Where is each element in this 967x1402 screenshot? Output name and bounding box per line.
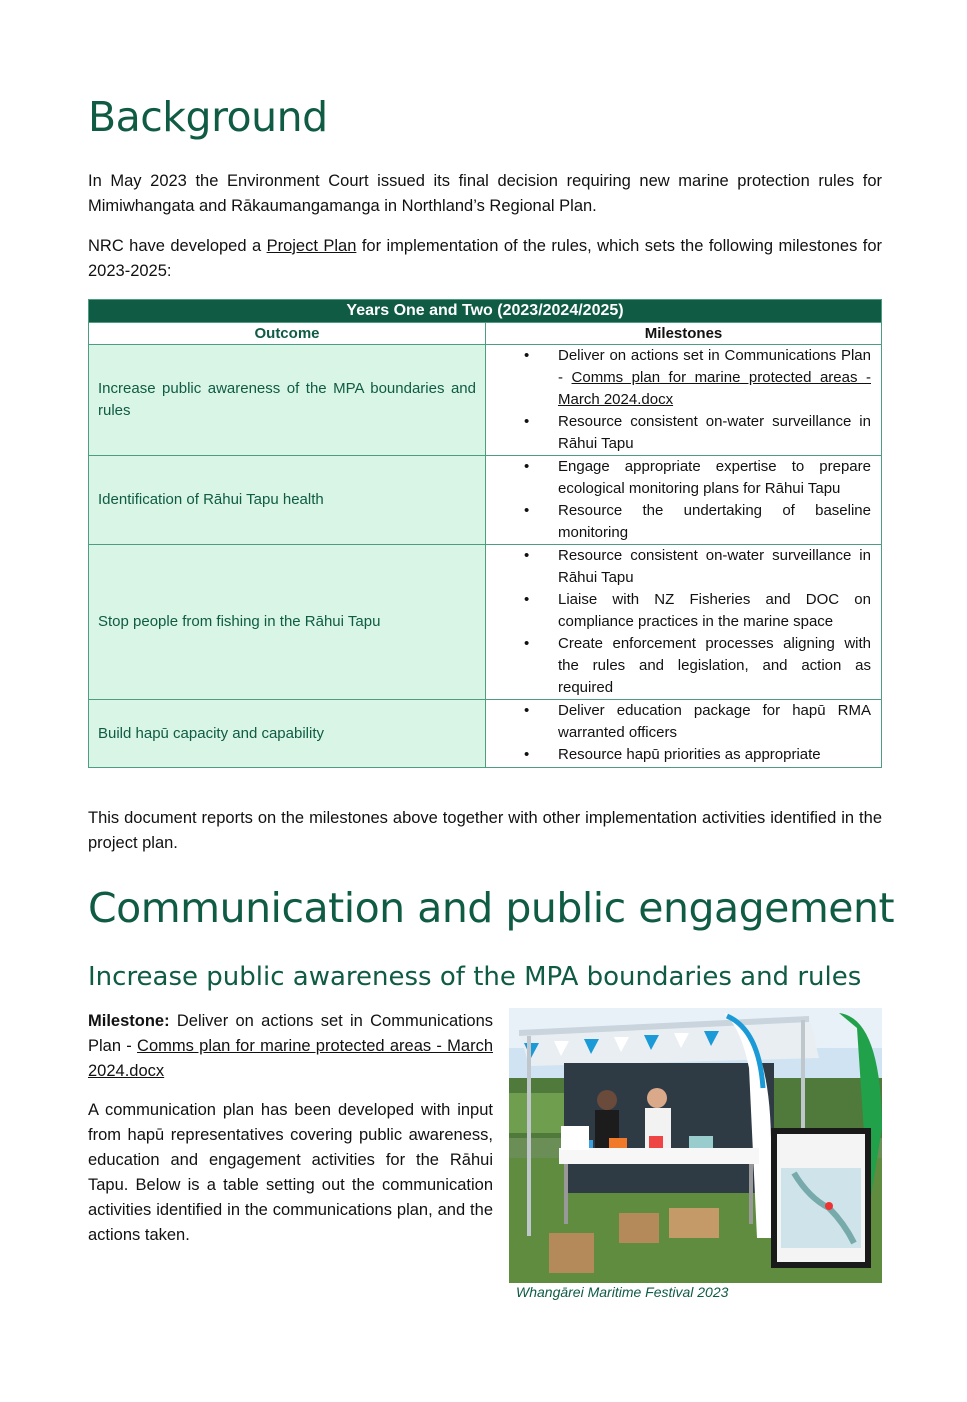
project-plan-link[interactable]: Project Plan [266,237,357,255]
table-row [89,456,882,545]
milestones-cell [486,545,882,700]
photo-caption: Whangārei Maritime Festival 2023 [516,1284,729,1300]
communication-heading: Communication and public engagement [88,884,895,932]
milestone-item: • Liaise with NZ Fisheries and DOC on compliance practices in the marine space [486,589,871,633]
comms-plan-link[interactable]: Comms plan for marine protected areas - March 2024.docx [558,369,871,408]
para2-text-a: NRC have developed a [88,237,267,255]
outcome-cell: Increase public awareness of the MPA boundaries and rules [89,345,486,456]
milestones-cell [486,700,882,768]
milestone-item: • Deliver education package for hapū RMA warranted officers [486,700,871,744]
outcome-cell: Stop people from fishing in the Rāhui Tapu [89,545,486,700]
outcome-cell: Identification of Rāhui Tapu health [89,456,486,545]
milestone-paragraph [88,1009,493,1084]
comms-plan-link[interactable]: Comms plan for marine protected areas - March 2024.docx [88,1037,493,1080]
outcome-cell: Build hapū capacity and capability [89,700,486,768]
document-summary-paragraph: This document reports on the milestones above together with other implementation activities identified in the project plan. [88,809,882,852]
milestone-text: Deliver on actions set in Communications Plan - [88,1012,493,1055]
outcome-column-header: Outcome [89,323,486,345]
milestones-cell [486,456,882,545]
milestones-cell [486,345,882,456]
milestone-item [486,345,871,411]
table-row [89,700,882,768]
milestone-item: • Resource hapū priorities as appropriate [486,744,871,766]
table-row [89,545,882,700]
table-title: Years One and Two (2023/2024/2025) [89,300,882,323]
table-row [89,345,882,456]
milestone-item: • Resource consistent on-water surveillance in Rāhui Tapu [486,545,871,589]
background-paragraph-1: In May 2023 the Environment Court issued its final decision requiring new marine protection rules for Mimiwhangata and Rākaumangamanga in Northland’s Regional Plan. [88,172,882,215]
milestone-item: • Engage appropriate expertise to prepare ecological monitoring plans for Rāhui Tapu [486,456,871,500]
milestone-text: Deliver on actions set in Communications Plan - [558,347,871,386]
background-paragraph-2 [88,234,882,284]
milestone-item: • Resource the undertaking of baseline monitoring [486,500,871,544]
background-heading: Background [88,93,328,141]
festival-photo-illustration [509,1008,882,1283]
awareness-subheading: Increase public awareness of the MPA boundaries and rules [88,962,862,992]
milestone-item: • Resource consistent on-water surveillance in Rāhui Tapu [486,411,871,455]
para2-text-b: for implementation of the rules, which sets the following milestones for 2023-2025: [88,237,882,280]
festival-photo [509,1008,882,1283]
milestones-column-header: Milestones [486,323,882,345]
communication-plan-paragraph: A communication plan has been developed with input from hapū representatives covering public awareness, education and engagement activities for the Rāhui Tapu. Below is a table setting out the communication activities identified in the communications plan, and the actions taken. [88,1101,493,1244]
milestone-item: • Create enforcement processes aligning with the rules and legislation, and action as required [486,633,871,699]
milestone-label: Milestone: [88,1012,170,1030]
milestones-table [88,299,882,768]
